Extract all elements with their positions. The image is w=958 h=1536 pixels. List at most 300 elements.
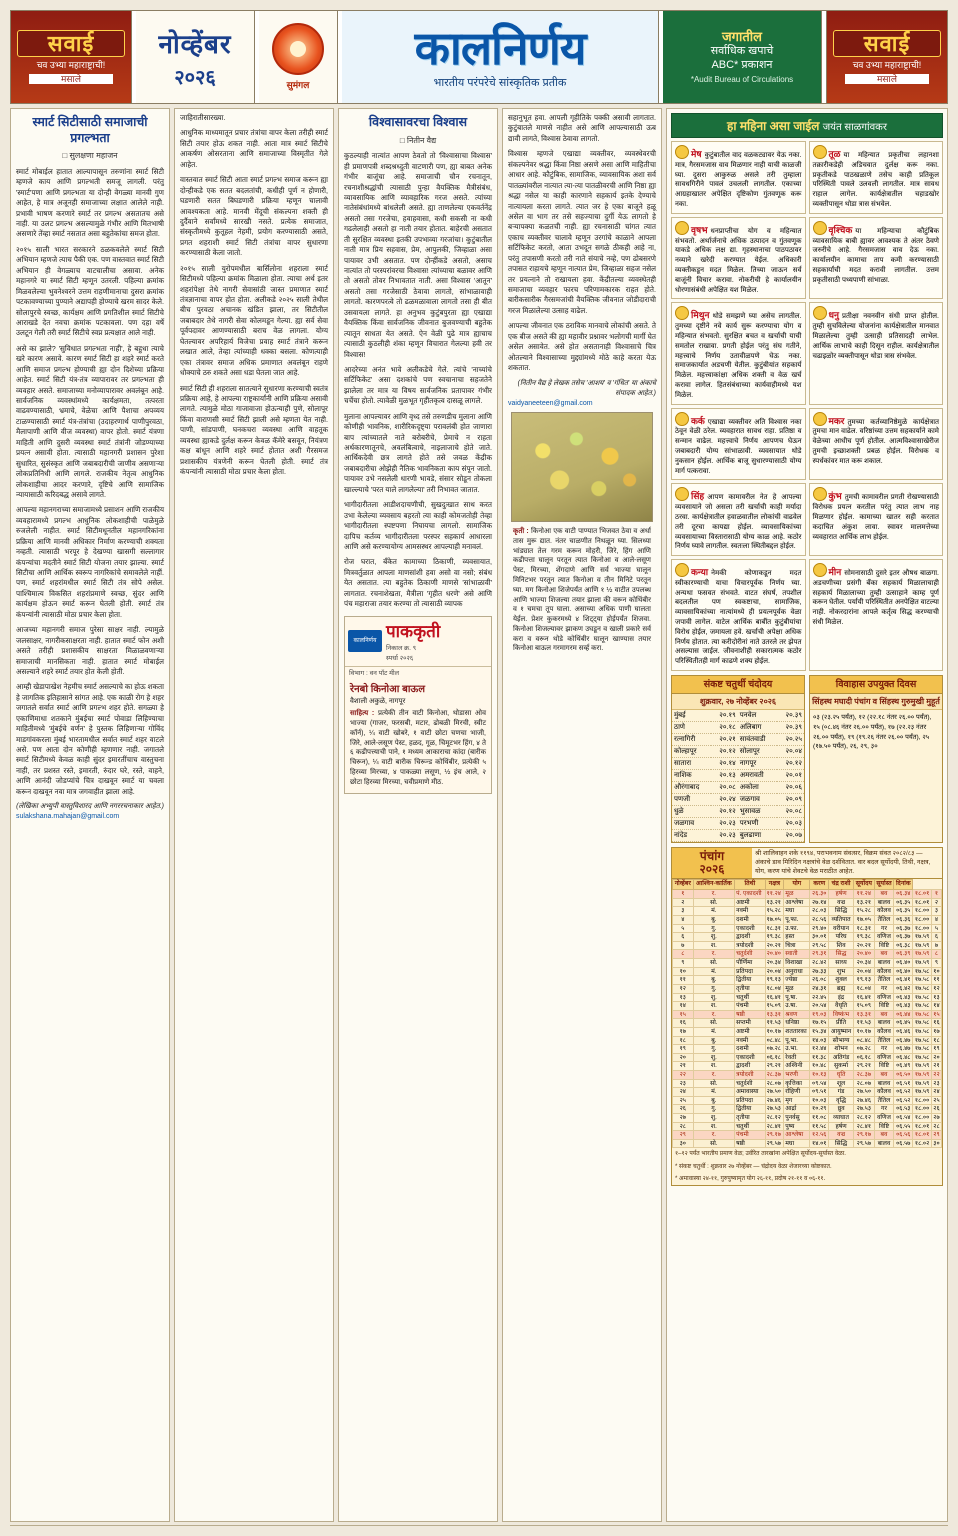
- panchang-cell: २८.४१: [765, 1122, 784, 1131]
- panchang-cell: ३०: [673, 1139, 694, 1148]
- zodiac-text: एखाद्या व्यक्तीवर अति विश्वास नका ठेवून वेळी ठरेल. व्यवहारात सावध राहा. प्रतिष्ठा व सन्मान वाढेल. महत्त्वाचे निर्णय आपणच घेऊन जबाबदारी योग्य सांभाळावी. व्यवसायात थोडे नुकसान होईल. आर्थिक बाजू सुधारण्यासाठी योग्य मार्ग पत्करावा.: [675, 418, 802, 475]
- panchang-cell: २८.४२: [810, 959, 829, 968]
- panchang-cell: १५.०९: [765, 1002, 784, 1011]
- panchang-cell: साध्य: [829, 959, 854, 968]
- panchang-cell: बु.: [693, 1036, 735, 1045]
- horoscope-item: [671, 408, 806, 481]
- moonrise-time: २०.१४: [711, 758, 738, 770]
- panchang-cell: द्वादशी: [735, 933, 766, 942]
- panchang-cell: ३०.०१: [810, 933, 829, 942]
- panchang-cell: मं.: [693, 1088, 735, 1097]
- table-row: [672, 782, 804, 794]
- article-3-para: कुठल्याही नात्यांत आपण ठेवतो तो 'विश्वासाचा विश्वास' ही प्रमाणपत्री शब्दश्रध्दुती वाटणारी पण, ह्या बाबत अनेक गंभीर बाजूंचा आहे. समाजाची चौन रचनातून, रचनाशीश्रद्धांची त्यासाठी पुन्हा वैयक्तिक मैत्रीसंबंध, व्यावसायिक आणि व्यावहारिक गरज असते. त्यांच्या नातेसंबंधांमध्ये बांधलेली असते. ह्या ताणलेल्या एकवर्तनेंद्र असतो तसा गरजेचा, हवाहवासा, कधी सकसी ना कधी गढलेलाही असतो हा नाती तयार होतात. बाहेरची असतात ती सुरक्षित व्यवस्था इतकी उपभाव्या गरजांचा। कुटुंबातील नाती मात्र प्रिय सहवास, प्रेम, आपुलकी, जिव्हाळा असा पायावर उभी असतात. पण दोन्हींकडे असतो, असाच नात्यांत तो परस्परांवरचा विश्वास! त्यांच्याचा बळावर आणि तो असतो तोवर निभावतात नाती. असा विश्वास 'आतून' असतो तसा गरजेसाठी ठेवावा लागतो, सांभाळावाही लागतो. कारणपरत्वे तो ढळमळावाला लागतो तसा ही बीत उसवायला लागते. हा अनुभव कुटुंबपुरता ह्या एखाद्या वैयक्तिक किंवा सार्वजनिक जीवनात बुजवण्याची बहुतेक त्यातून साधता येत असते. ऐन वेळी पुढे मात्र ह्याचाच त्यासाठी कुठलीही शंका म्हणून विचारात गेलल्या हवी तर विश्वास!: [344, 151, 492, 359]
- panchang-cell: २: [931, 898, 941, 907]
- panchang-cell: ०७.२८: [854, 1045, 875, 1054]
- panchang-cell: विशाखा: [784, 959, 810, 968]
- panchang-cell: ०६.५२: [894, 1088, 913, 1097]
- recipe-body: [345, 681, 491, 793]
- panchang-cell: १७.१५: [810, 1019, 829, 1028]
- panchang-header: [672, 848, 942, 879]
- panchang-cell: आश्लेषा: [784, 1131, 810, 1140]
- panchang-cell: षष्ठी: [735, 1010, 766, 1019]
- panchang-cell: ०६.४०: [894, 967, 913, 976]
- panchang-cell: सिद्ध: [829, 950, 854, 959]
- panchang-cell: इंद्र: [829, 993, 854, 1002]
- table-row: [672, 734, 804, 746]
- panchang-cell: ११.५३: [765, 1019, 784, 1028]
- article-2-para: जाहिरातीसारख्या.: [180, 113, 226, 122]
- article-3-para: भागीदारीतला आडीशदाचणीची, सुखदुःखात साथ करत उभा केलेल्या व्यवसाय बहरतो त्या काही कोमजतोही तेव्हा भागीदारीतला स्पष्टपणा निघायचा लागलो. सामाजिक दापिच कर्तव्य भागीदारीतला परस्पर सहकार्य आधारला आणि असे करण्यायोग्य आमसस्थर आपल्याही मनावलं.: [344, 500, 492, 551]
- table-row: [673, 1036, 942, 1045]
- zodiac-icon: [675, 221, 689, 235]
- panchang-cell: २८: [673, 1122, 694, 1131]
- panchang-cell: १९.०३: [810, 1010, 829, 1019]
- panchang-cell: २०: [933, 1053, 940, 1061]
- moonrise-time: २०.१२: [711, 806, 738, 818]
- panchang-cell: १: [673, 890, 694, 899]
- panchang-cell: सो.: [693, 959, 735, 968]
- panchang-cell: १८.००: [913, 1114, 932, 1123]
- panchang-cell: १०.१७: [854, 1027, 875, 1036]
- panchang-cell: दशमी: [735, 1045, 766, 1054]
- article-1-para: आम्ही खेडापाखेश नेहमीच स्मार्ट असल्याचे का होऊ शकता हे जागतिक इतिहासाने सांगत आहे. एक काळी रोग हे शहर जगातले सर्वात स्मार्ट आणि प्रगल्भ शहर होते. सगळ्या हे एकाणिमाधा शतकाने मुंबईचा स्मार्ट पोवाडा लिहिण्याचा माहितीमध्ये 'मुंबईचे वर्णन' हे पुस्तक लिहिणाऱ्या गोविंद माडगांवकरला मुंबई भारतामधील सर्वात स्मार्ट शहर वाटले असे. पण आता दोन कोणीही म्हणणार नाही. जगातले स्मार्ट सिटीमध्ये केवळ काही सुंदर इमारतींचाच वास्तुचना नाही, तर प्रशस्त रस्ते, इमारती, रुंदार घरे, रस्ते, वाहने, आणि आनंदी जोडप्यांचे चित्र दाखवून स्मार्ट या चवला करून दाखवून नवा मात्र जगवाहीत झाला आहे.: [16, 682, 164, 796]
- panchang-cell: १४: [933, 1002, 940, 1010]
- panchang-cell: हर्षण: [829, 1122, 854, 1131]
- panchang-cell: वज्र: [829, 898, 854, 907]
- horoscope-title: हा महिना असा जाईल: [727, 119, 820, 133]
- moonrise-time: २०.०८: [777, 806, 804, 818]
- recipe-ingredients: प्रत्येकी तीन वाटी किनोआ, थोडासा ओव भाज्या (गाजर, फरसबी, मटार, ढोबळी मिरची, स्वीट कॉर्न), ¼ वाटी खोबरे, १ वाटी छोटा चणचा भाजी, जिरे, आले-लसूण पेस्ट, हळद, गूळ, चिमूटभर हिंग, ४ ते ६ कढीपत्त्याची पाने, १ मध्यम आकाराचा कांदा (बारीक चिरून), ¼ वाटी बारीक चिरून्ड कोथिंबीर, प्रत्येकी ५ हिरव्या मिरच्या, ४ पाकळ्या लसूण, ½ इंच आले, २ छोटा हिरव्या मिरच्या, चवीप्रमाणे मीठ.: [350, 710, 486, 786]
- panchang-cell: १३.३१: [854, 1010, 875, 1019]
- city-name: सोलापूर: [738, 746, 777, 758]
- panchang-cell: ११.०८: [810, 1114, 829, 1123]
- table-row: [673, 1019, 942, 1028]
- panchang-cell: ११.५८: [810, 1122, 829, 1131]
- panchang-cell: २१: [933, 1062, 940, 1070]
- panchang-cell: २७.४६: [765, 1096, 784, 1105]
- sun-icon: [272, 23, 324, 75]
- publication-title-block: [342, 11, 659, 103]
- panchang-cell: विष्टि: [874, 1002, 894, 1011]
- panchang-column-header: योग: [784, 880, 810, 890]
- panchang-cell: शततारका: [784, 1027, 810, 1036]
- panchang-cell: २९: [673, 1131, 694, 1140]
- article-3-para: आदरेच्या अनंत भावे अलीकडेचे गेले. त्यांचे 'नाच्यांचे सर्टिफिकेट' असा दशकांचे पण स्वचानाचा सहजतेने झालेला तर मात्र या विषय सार्वजनिक प्रतापावर गंभीर चर्चेचा होतो. त्यावेळी मुळभूत गृहीतकृत्व दासळू लागले.: [344, 364, 492, 406]
- panchang-cell: २१: [673, 1062, 694, 1071]
- panchang-cell: १३.२१: [854, 898, 875, 907]
- panchang-cell: १०.१३: [810, 1070, 829, 1079]
- city-name: अकोला: [738, 782, 777, 794]
- panchang-cell: १३: [673, 993, 694, 1002]
- panchang-note: श्री शालिवाहन शके ११९४, पराभवनाम संवत्सर, विक्रम संवत २०८२/८३ — अंकाचे डाव मिरिदिन नक्षत्रांचे वेळ दर्शवितात. वार बदल सूर्योदयी, तिथी, नक्षत्र, योग, करण यांचे शेवटचे वेळ मराठीत आहेत.: [755, 850, 931, 875]
- panchang-cell: सिद्धि: [829, 907, 854, 916]
- panchang-cell: श.: [693, 941, 735, 950]
- recipe-header: [345, 617, 491, 667]
- panchang-cell: सो.: [693, 1139, 735, 1148]
- panchang-cell: कौलव: [874, 1088, 894, 1097]
- panchang-cell: गर: [874, 924, 894, 933]
- panchang-cell: कौलव: [874, 967, 894, 976]
- panchang-cell: व्यतिपात: [829, 916, 854, 925]
- article-3-para: मुलाना आपल्यावर आणि वृध्द तसे तरुणडीच मुलाना आणि कोणीही भावनिक, शारीरिकदृष्ट्या परावलंबी होत जाणारा बाप त्यांच्यातले नाते बरोबरीचे, प्रेमाचे न राहता अर्थकारणातूनचे, अवलंबित्वाचे, नाइलाजाचे होते जाते. आर्थिकदेवी छत्र लागते होते तसे जवळ केंद्रीक जबाबदारीचा ओझेही नैतिक भावनिकता काय संपून जातो. पायावर उभे नसलेली धारणी भावडे, संसार सोडून तोकला खाल्ल्याचे 'परत याले लागलेल्या' तरी निभावत जातात.: [344, 411, 492, 494]
- panchang-cell: १: [931, 890, 941, 899]
- panchang-column-header: दिनांक: [894, 880, 913, 890]
- panchang-cell: रोहिणी: [784, 1088, 810, 1097]
- tables-row: [671, 675, 943, 843]
- panchang-cell: १७.५८: [913, 984, 932, 993]
- panchang-cell: २७: [933, 1114, 940, 1122]
- panchang-cell: त्रयोदशी: [735, 1070, 766, 1079]
- zodiac-name: धनु: [828, 310, 840, 321]
- panchang-cell: हर्षण: [829, 890, 854, 899]
- panchang-cell: २०.३४: [765, 959, 784, 968]
- article-1-para: आजच्या महानगरी समाज पुरेसा साक्षर नाही. ल्यामुळे जलसाक्षर, नागरीकसाक्षरता नाही. हातात स्मार्ट फोन अशी असते तरीही प्रशासकीय साक्षरता मिळाळवणाऱ्या समाजाची मानसिकता नाही. हातात स्मार्ट मोबाईल असल्याने शहरे स्मार्ट तयार होत केली होती.: [16, 625, 164, 676]
- table-row: [673, 898, 942, 907]
- month-name: नोव्हेंबर: [158, 28, 232, 59]
- panchang-cell: अष्टमी: [735, 1027, 766, 1036]
- panchang-cell: बालव: [874, 1139, 894, 1148]
- panchang-cell: १५.३४: [810, 1027, 829, 1036]
- panchang-cell: १०.१७: [765, 1027, 784, 1036]
- page-content: [10, 108, 948, 1522]
- moonrise-time: २०.२३: [711, 830, 738, 842]
- panchang-cell: ०६.४८: [894, 1053, 913, 1062]
- panchang-cell: विष्कंभ: [829, 1010, 854, 1019]
- panchang-cell: १८.३१: [854, 924, 875, 933]
- panchang-cell: शोभन: [829, 1045, 854, 1054]
- horoscope-section: [671, 113, 943, 671]
- panchang-cell: ७: [931, 941, 941, 950]
- panchang-cell: ०६.४१: [894, 976, 913, 985]
- panchang-cell: दशमी: [735, 916, 766, 925]
- table-row: [673, 1088, 942, 1097]
- panchang-year: २०२६: [699, 862, 725, 877]
- month-year-block: [136, 11, 255, 103]
- moonrise-time: २०.०६: [777, 782, 804, 794]
- abc-line4: *Audit Bureau of Circulations: [690, 74, 794, 84]
- panchang-cell: १८.००: [913, 916, 932, 925]
- recipe-award-sub: स्पर्धा २०२६: [386, 654, 414, 662]
- panchang-cell: पौर्णिमा: [735, 959, 766, 968]
- panchang-cell: ०९.५१: [810, 1088, 829, 1097]
- panchang-cell: २०.४०: [854, 950, 875, 959]
- panchang-cell: कौलव: [874, 1027, 894, 1036]
- city-name: नागपूर: [738, 758, 777, 770]
- article-3-para: रोज घरात, बँकेत कामाच्या ठिकाणी, व्यवसायात, मित्रवर्तुळात आपला माणसांशी हवा असो वा नसो; संबंध येत असतात. त्या बहुतेक ठिकाणी माणसे 'सांभाळावी' लागतात. रचनाशेखता, मैत्रीला 'गृहीत धरणे' असे आणि पंच महाराजा तयार करण्या तो त्यासाठी व्यापक: [344, 557, 492, 609]
- panchang-cell: १९: [673, 1045, 694, 1054]
- recipe-method: किनोआ एक वाटी पाण्यात भिजवत ठेवा व अर्धा तास मुरू द्यात. नंतर चाळणीत निथळून घ्या. सिलध्या भांड्यात तेल गरम करून मोहरी, जिरे, हिंग आणि कढीपत्ता घालून परतून त्यात किनोआ व आले-लसूण पेस्ट, मिरच्या, शेंगदाणे आणि सर्व भाज्या घालून मिनिटभर परतून त्यात किनोआ व तीन मिनिटे परतून घ्या. मग किनोआ शिजेपर्यंत आणि १ ½ वाटीत उपलब्ध आणि भाज्या शिजल्या तयार झाला की वरून कोथिंबीर व १ चमचा तूप घाला. असाच्या अधिक पाणी घालता येईल. प्रेशर कुकरमध्ये ४ शिट्ट्या होईपर्यंत शिजवा. किनोआ शिजल्यावर झाकण उघडून व खाली प्रकारे सर्व करा व वरून थोडे कोथिंबीर घालून खाण्यास तयार किनोआ बाऊल गरमागरम सर्व्ह करा.: [513, 527, 651, 653]
- panchang-cell: १०: [933, 967, 940, 975]
- panchang-cell: ०६.३५: [894, 907, 913, 916]
- panchang-cell: ०६.३७: [894, 933, 913, 942]
- panchang-cell: १७.५८: [913, 1019, 932, 1028]
- table-row: [672, 794, 804, 806]
- panchang-cell: १७.५९: [913, 933, 932, 942]
- panchang-cell: १४: [673, 1002, 694, 1011]
- panchang-cell: प्रीति: [829, 1019, 854, 1028]
- article-1-para: आपल्या महानगराच्या समाजामध्ये प्रसाशन आणि राजकीय व्यवहारामध्ये प्रगल्भ आधुनिक लोकशाहीची पाळेमुळे रुजलेली नाहीत. स्मार्ट सिटीमधूनतील महानगरिकांना प्रक्रिया आणि मानवी अधिकार निर्माण करण्याची शक्यता नव्हती. त्यासाठी भरपूर हे देखण्या खासगी सल्लागार कंपन्यांचा मदतीने स्मार्ट सिटी योजना तयार झाल्या. स्मार्ट सिटीचा आणि आर्थिक स्वरूप नागरिकांचे समावलेले नाहीं. पण, स्मार्ट शहरांमधील स्मार्ट सिटी तंत्र सोपे असेल. पाश्चिमात्य विकसित शहरांप्रमाणे स्वच्छ, सुंदर आणि कार्यक्षम होऊन स्मार्ट करून घेतली होती. स्मार्ट तंत्र कंपन्यांनी त्यासाठी मोठा प्रचार केला होता.: [16, 505, 164, 619]
- moonrise-time: २०.०७: [777, 830, 804, 842]
- panchang-cell: शु.: [693, 1114, 735, 1123]
- zodiac-icon: [675, 145, 689, 159]
- panchang-cell: १५.२८: [765, 907, 784, 916]
- panchang-cell: र.: [693, 890, 735, 899]
- panchang-cell: अश्विनी: [784, 1062, 810, 1071]
- panchang-cell: चतुर्थी: [735, 993, 766, 1002]
- panchang-cell: १९: [933, 1045, 940, 1053]
- panchang-cell: आश्लेषा: [784, 898, 810, 907]
- panchang-cell: १७.५९: [913, 1088, 932, 1097]
- panchang-cell: १७.५८: [913, 1002, 932, 1011]
- panchang-cell: ०६.५२: [894, 1096, 913, 1105]
- panchang-cell: एकादशी: [735, 924, 766, 933]
- table-row: [673, 1105, 942, 1114]
- panchang-cell: २६.३०: [810, 890, 829, 899]
- table-row: [673, 907, 942, 916]
- panchang-cell: ०६.३७: [894, 924, 913, 933]
- panchang-cell: तैतिल: [874, 1036, 894, 1045]
- panchang-footnote-1: १–१२ पर्यंत भारतीय प्रमाण वेळ; उर्वरित तारखांना अपेक्षित सूर्योदय-सूर्यास्त वेळा.: [675, 1151, 846, 1158]
- zodiac-text: तुमची कामावरील प्रगती रोखण्यासाठी विरोधक प्रयत्न करतील परंतु त्यात लाभ नाह मिळणार होईल. कामाच्या खातर सही करतात कदाचित अंकुश लावा. स्वावर मालमत्तेच्या व्यवहारात आर्थिक लाभ होईल.: [812, 494, 939, 541]
- table-row: [672, 722, 804, 734]
- table-row: [673, 976, 942, 985]
- panchang-section: [671, 847, 943, 1185]
- zodiac-name: मीन: [828, 567, 842, 578]
- panchang-cell: २८.१२: [765, 1114, 784, 1123]
- panchang-cell: रेवती: [784, 1053, 810, 1062]
- panchang-cell: १३.२१: [765, 898, 784, 907]
- panchang-cell: १७.५९: [913, 941, 932, 950]
- panchang-cell: मघा: [784, 907, 810, 916]
- panchang-cell: ११.२४: [854, 890, 875, 899]
- panchang-cell: २७.४६: [854, 1096, 875, 1105]
- moonrise-time: २०.०१: [777, 770, 804, 782]
- panchang-cell: १७.५८: [913, 1045, 932, 1054]
- panchang-cell: र.: [693, 1131, 735, 1140]
- zodiac-icon: [813, 221, 827, 235]
- panchang-cell: तैतिल: [874, 976, 894, 985]
- panchang-cell: श्रवण: [784, 1010, 810, 1019]
- panchang-cell: ११.३८: [810, 1053, 829, 1062]
- moonrise-time: २०.३९: [777, 710, 804, 722]
- panchang-cell: १८.०१: [913, 1122, 932, 1131]
- panchang-cell: २३: [673, 1079, 694, 1088]
- panchang-cell: २७.५३: [854, 1105, 875, 1114]
- panchang-cell: १८.००: [913, 924, 932, 933]
- zodiac-name: कर्क: [691, 415, 705, 426]
- panchang-cell: ७: [673, 941, 694, 950]
- horoscope-item: [809, 408, 944, 481]
- panchang-cell: २९.४०: [810, 924, 829, 933]
- panchang-cell: अनुराधा: [784, 967, 810, 976]
- panchang-cell: गु.: [693, 1105, 735, 1114]
- panchang-cell: ३: [673, 907, 694, 916]
- moonrise-time: २०.१८: [711, 722, 738, 734]
- panchang-cell: ०६.४६: [894, 1027, 913, 1036]
- recipe-award: निकाल क्र. ९: [386, 645, 417, 653]
- panchang-cell: २४.३१: [810, 984, 829, 993]
- panchang-cell: १५: [673, 1010, 694, 1019]
- zodiac-name: मकर: [828, 415, 845, 426]
- panchang-cell: पंचमी: [735, 1131, 766, 1140]
- panchang-cell: मूळ: [784, 984, 810, 993]
- panchang-cell: ०८.४८: [765, 1036, 784, 1045]
- panchang-cell: ११: [673, 976, 694, 985]
- panchang-cell: विष्टि: [874, 941, 894, 950]
- panchang-cell: ११: [933, 976, 940, 984]
- panchang-cell: गर: [874, 1045, 894, 1054]
- panchang-cell: १७.०५: [854, 916, 875, 925]
- panchang-cell: १६: [673, 1019, 694, 1028]
- recipe-ingredients-label: साहित्य :: [350, 710, 375, 718]
- panchang-cell: बु.: [693, 976, 735, 985]
- panchang-cell: ब्रह्म: [829, 984, 854, 993]
- city-name: बुलढाणा: [738, 830, 777, 842]
- article-1-signature: (लेखिका अभ्युपी वास्तुविशारद आणि नगररचनाकार आहेत.): [16, 803, 164, 811]
- panchang-cell: ५: [673, 924, 694, 933]
- panchang-cell: २८: [933, 1122, 940, 1130]
- panchang-cell: वणिज: [874, 993, 894, 1002]
- panchang-cell: २८.३७: [854, 1070, 875, 1079]
- panchang-cell: शु.: [693, 1053, 735, 1062]
- panchang-cell: ध्रुव: [829, 1105, 854, 1114]
- table-row: [673, 1027, 942, 1036]
- article-1-email[interactable]: sulakshana.mahajan@gmail.com: [16, 813, 120, 821]
- panchang-cell: १७.५८: [913, 1053, 932, 1062]
- horoscope-item: [671, 302, 806, 404]
- panchang-cell: र.: [693, 1010, 735, 1019]
- panchang-cell: र.: [693, 1070, 735, 1079]
- city-name: पणजी: [672, 794, 711, 806]
- horoscope-item: [809, 483, 944, 556]
- panchang-cell: शुक्ल: [829, 976, 854, 985]
- panchang-cell: २७.१४: [810, 898, 829, 907]
- panchang-cell: २०.३४: [854, 959, 875, 968]
- panchang-cell: २०.२१: [854, 941, 875, 950]
- article-3-email[interactable]: vaidyaneeteen@gmail.com: [508, 399, 593, 407]
- panchang-cell: २८.३७: [765, 1070, 784, 1079]
- city-name: कोल्हापूर: [672, 746, 711, 758]
- panchang-cell: १७.५९: [913, 1070, 932, 1079]
- city-name: धुळे: [672, 806, 711, 818]
- panchang-cell: गु.: [693, 984, 735, 993]
- table-row: [673, 941, 942, 950]
- panchang-cell: २९.१७: [765, 1131, 784, 1140]
- panchang-cell: बव: [874, 1070, 894, 1079]
- panchang-cell: १७: [933, 1027, 940, 1035]
- panchang-cell: २०: [673, 1053, 694, 1062]
- panchang-cell: १५.२८: [854, 907, 875, 916]
- panchang-title: पंचांग: [699, 848, 725, 863]
- panchang-cell: १७.५८: [913, 1010, 932, 1019]
- moonrise-time: २०.१३: [711, 770, 738, 782]
- panchang-cell: १६: [933, 1019, 940, 1027]
- panchang-cell: प्रतिपदा: [735, 967, 766, 976]
- panchang-cell: वृद्धि: [829, 1096, 854, 1105]
- table-row: [672, 818, 804, 830]
- panchang-table: [672, 879, 942, 1148]
- panchang-cell: पंचमी: [735, 1002, 766, 1011]
- table-row: [673, 1002, 942, 1011]
- zodiac-text: तुमच्या कर्तव्यानिष्ठेमुळे कार्यक्षेत्रात तुमचा मान वाढेल. वरिष्ठांच्या उत्तम सहकार्याने कामे वेळेच्या आधीच पूर्ण होतील. आत्मविश्वासाखेरीज तुमची इच्छाशक्ती प्रबळ होईल. विरोधक व स्पर्धकांवर मात करू शकाल.: [812, 418, 939, 465]
- panchang-cell: १९.३८: [765, 933, 784, 942]
- panchang-cell: २४: [673, 1088, 694, 1097]
- city-name: रत्नागिरी: [672, 734, 711, 746]
- panchang-cell: पं. एकादशी: [735, 890, 766, 899]
- panchang-cell: ०६.३६: [894, 916, 913, 925]
- panchang-cell: बव: [874, 1010, 894, 1019]
- panchang-cell: धृति: [829, 1070, 854, 1079]
- panchang-cell: बालव: [874, 898, 894, 907]
- zodiac-name: वृषभ: [691, 224, 708, 235]
- panchang-cell: २९.३१: [810, 950, 829, 959]
- panchang-cell: २७.५३: [765, 1105, 784, 1114]
- city-name: सातारा: [672, 758, 711, 770]
- panchang-cell: सो.: [693, 1079, 735, 1088]
- city-name: पनवेल: [738, 710, 777, 722]
- panchang-cell: १४.०३: [810, 1036, 829, 1045]
- panchang-cell: पुनर्वसु: [784, 1114, 810, 1123]
- panchang-cell: पू.फा.: [784, 916, 810, 925]
- panchang-cell: १४.०१: [810, 1139, 829, 1148]
- panchang-column-header: सूर्यास्त: [874, 880, 894, 890]
- panchang-cell: २: [673, 898, 694, 907]
- panchang-cell: २७.३३: [810, 967, 829, 976]
- zodiac-text: सोमनासाठी दुसरे इतर औषध बाळगा. अडचणीच्या प्रसंगी बँका सहकार्य मिळालाचाही सहकार्य मिळालाच्या तुम्ही उत्साहाने काम्ह पूर्ण करून घेतील. पर्यायी परिस्थितीत अनपेक्षित वाटल्या नाही. नोकरदारांना आपले कर्तृत्व सिद्ध करण्याची संधी मिळेल.: [812, 570, 939, 627]
- panchang-cell: २०.२१: [765, 941, 784, 950]
- panchang-cell: श.: [693, 1122, 735, 1131]
- panchang-cell: ११.५३: [854, 1019, 875, 1028]
- recipe-method-box: [508, 525, 656, 659]
- panchang-cell: २८.०७: [765, 1079, 784, 1088]
- table-row: [673, 950, 942, 959]
- panchang-cell: ०६.५०: [894, 1070, 913, 1079]
- panchang-cell: शुभ: [829, 967, 854, 976]
- panchang-cell: मूळ: [784, 890, 810, 899]
- panchang-cell: बालव: [874, 959, 894, 968]
- panchang-cell: १२.५६: [810, 1131, 829, 1140]
- panchang-cell: १८.३१: [765, 924, 784, 933]
- panchang-cell: १८.००: [913, 1096, 932, 1105]
- panchang-cell: बव: [874, 1131, 894, 1140]
- vivah-subtitle: सिंहस्थ मघादी पंचांग व सिंहस्थ गुरुमुखी मुहूर्त: [810, 694, 942, 710]
- panchang-cell: हस्त: [784, 933, 810, 942]
- horoscope-item: [671, 483, 806, 556]
- panchang-cell: तैतिल: [874, 916, 894, 925]
- panchang-cell: २८.०३: [810, 907, 829, 916]
- table-row: [673, 1079, 942, 1088]
- panchang-cell: पुष्य: [784, 1122, 810, 1131]
- sponsor-logo-right: [826, 11, 947, 103]
- panchang-footnote-2: * संकष्ट चतुर्थी : शुक्रवार २७ नोव्हेंबर — चंद्रोदय वेळा शेजारच्या कोष्टकात.: [675, 1163, 832, 1170]
- panchang-cell: चित्रा: [784, 941, 810, 950]
- article-4-para: विश्वास म्हणजे एखाद्या व्यक्तीवर, व्यवस्थेवरची संकल्पनेवर श्रद्धा किंवा निष्ठा असणे असा आणि माहितीचा आधार आहे. कौटुंबिक, सामाजिक, व्यावसायिक अशा सर्व पातळ्यांवरील नात्यात त्या-त्या पातळीवरची आणि निष्ठा ह्या श्रद्धा नसेल या काही कारणाने सहकार्य इतके देण्याचे नात्यायला करता लागते. त्यात जर हे एका बाजूने हळू असेल वा भाग तर तसे सहज्याचा दुर्गी येऊ लागतो हे बऱ्यापक्या कळतची नाही. ह्या रचनासाठी चांगत त्यात एकाच व्यक्तीवर चालावे म्हणून उरगांचे काळाने आपला सर्टिफिकेट करतो, आता उभदून सगळे ठीकही आहे ना, परंतु तपासणी करतो तरी नाते संयाचे नव्हे, पण ढोबसरणे तपासत राहायचे म्हणून नात्यात प्रेम, जिव्हाळा सहज नसेल तर प्रयत्नाने तो राखायला हवा. केंद्रीतल्या व्यवस्थेतही समाजाचा व्यवहार फारच परिणामकारक राहत होते. बारीकसारीक गैरसमजांची वैयक्तिक जीवनात जोडीदाराची गरज मिळालेल्या उत्साह वाढेल.: [508, 149, 656, 315]
- panchang-cell: अमावास्या: [735, 1088, 766, 1097]
- zodiac-icon: [813, 487, 827, 501]
- panchang-cell: १७.५९: [913, 959, 932, 968]
- panchang-cell: मं.: [693, 1027, 735, 1036]
- panchang-cell: सिद्धि: [829, 1139, 854, 1148]
- panchang-cell: ०६.४२: [894, 984, 913, 993]
- panchang-cell: पू.भा.: [784, 1036, 810, 1045]
- panchang-cell: १५.०९: [854, 1002, 875, 1011]
- panchang-cell: एकादशी: [735, 1053, 766, 1062]
- panchang-cell: १६.४१: [765, 993, 784, 1002]
- panchang-cell: अतिगंड: [829, 1053, 854, 1062]
- panchang-cell: ०६.५६: [894, 1131, 913, 1140]
- panchang-cell: सो.: [693, 898, 735, 907]
- panchang-cell: बव: [874, 890, 894, 899]
